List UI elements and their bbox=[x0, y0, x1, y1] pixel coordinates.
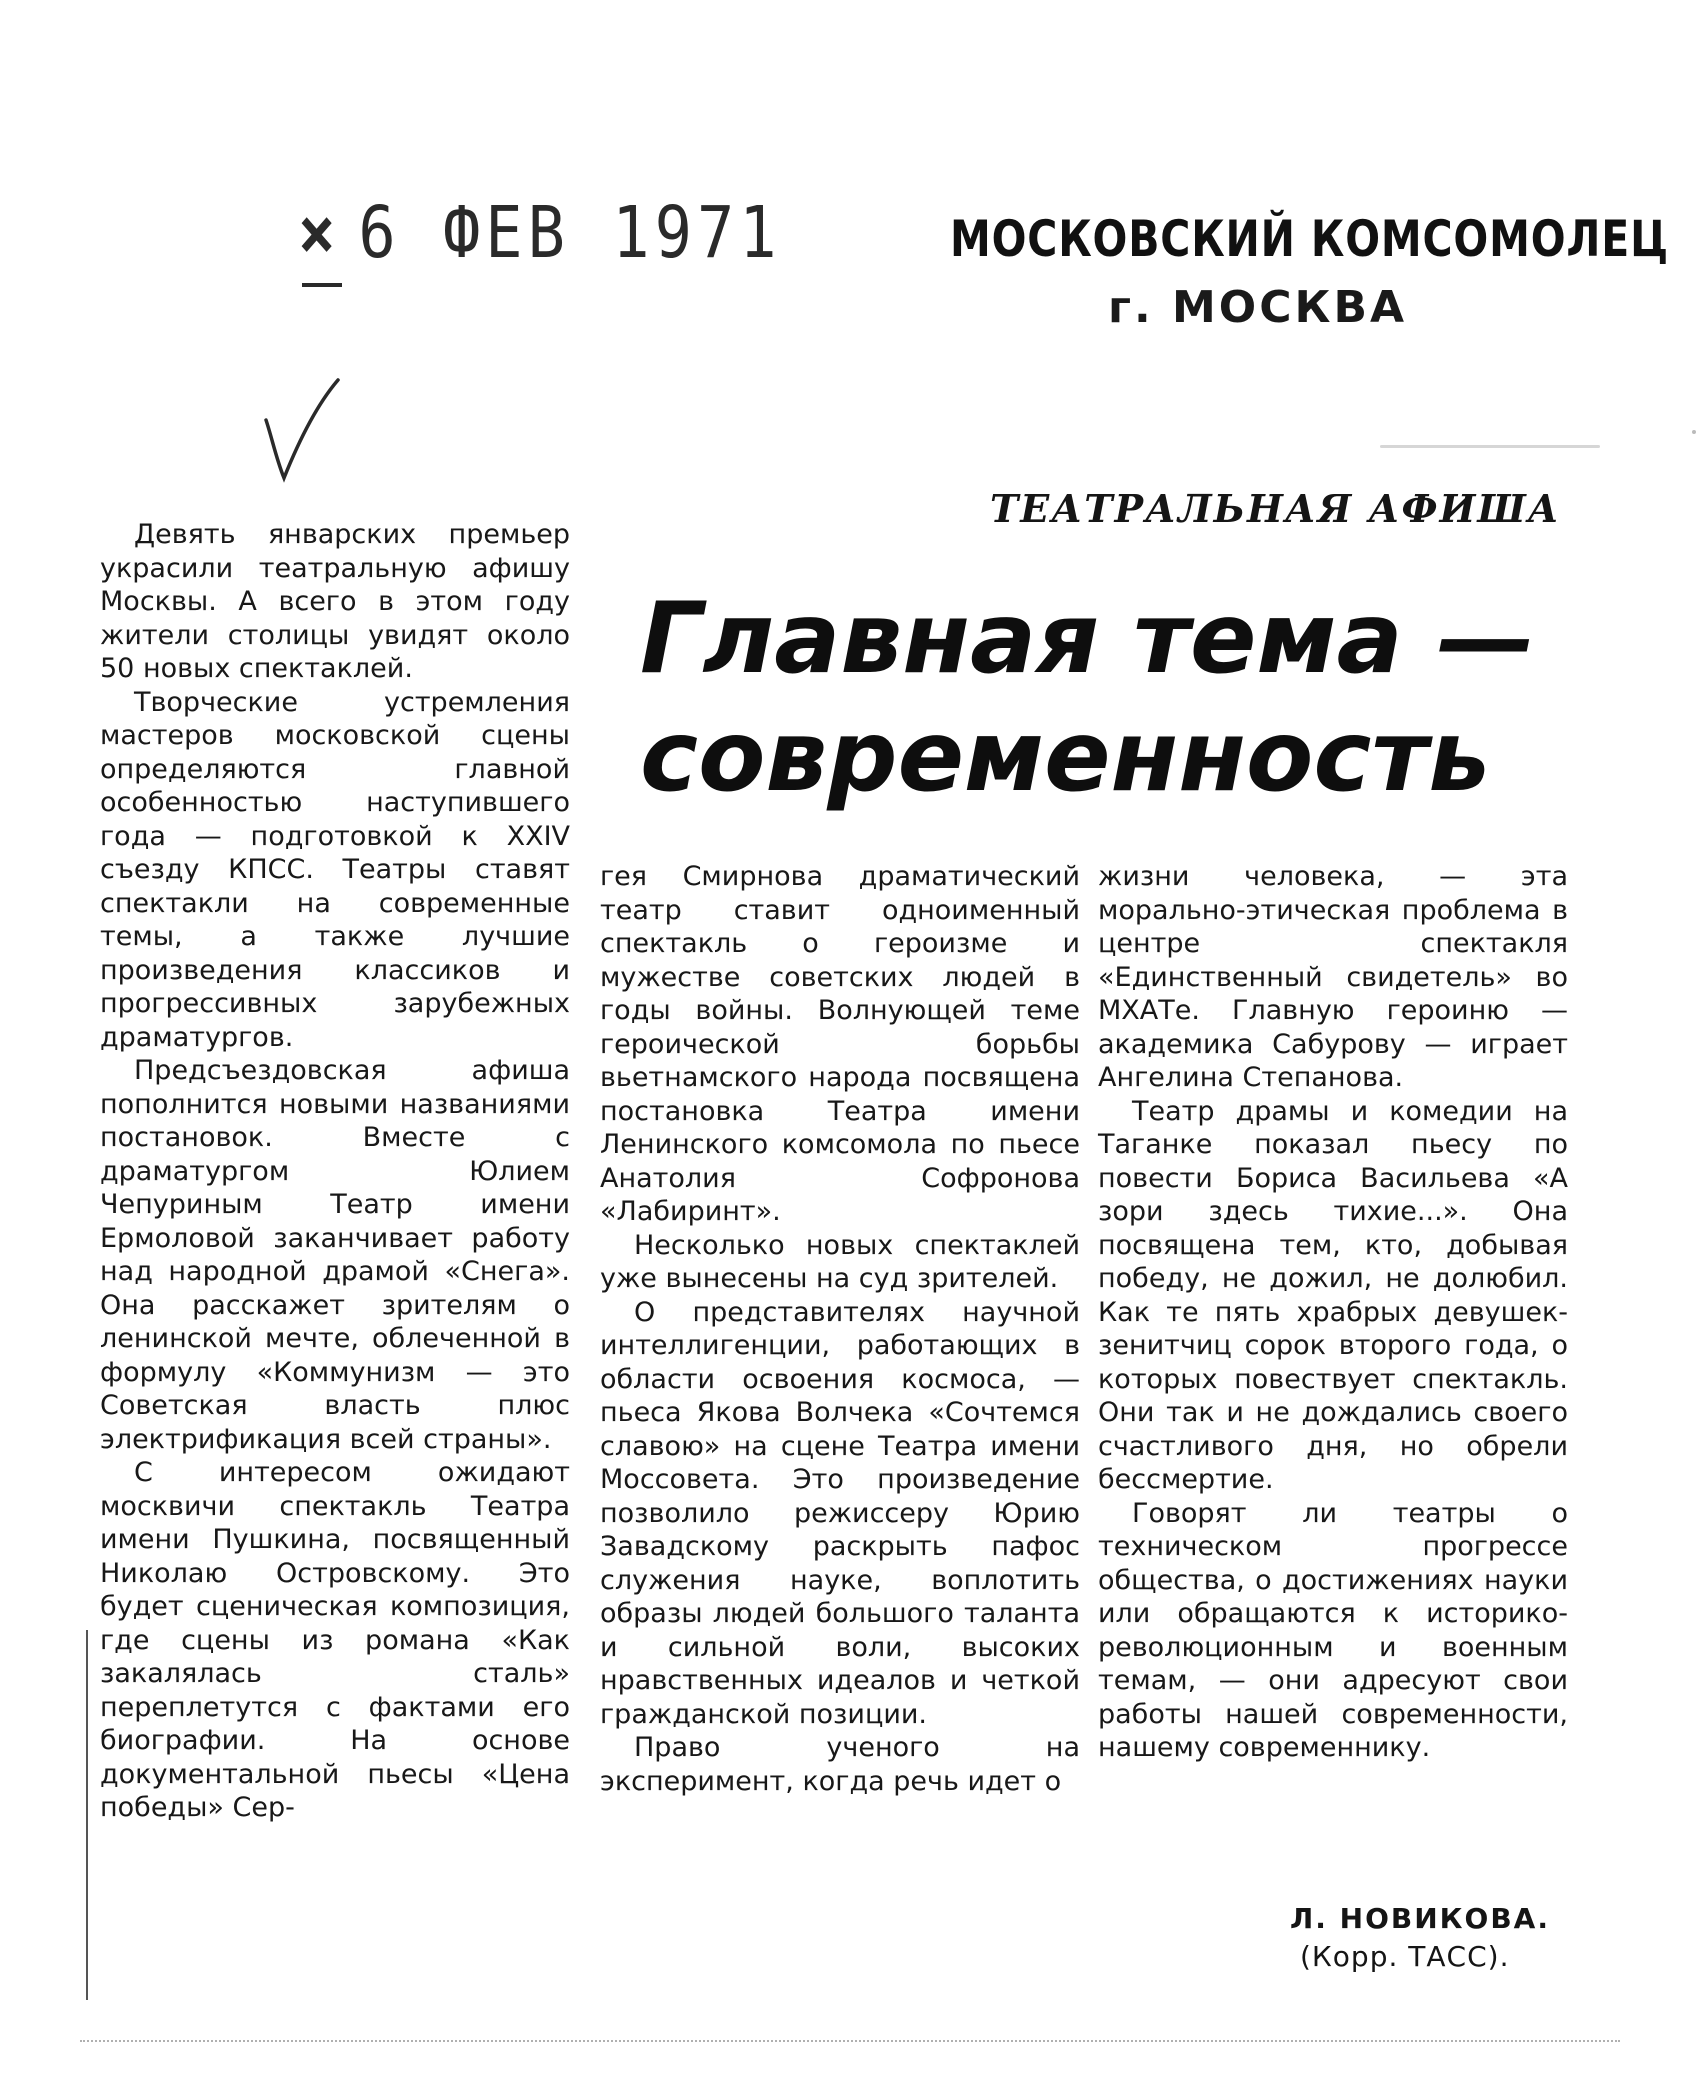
article-column-3 bbox=[1098, 860, 1568, 1765]
headline-line-2: современность bbox=[640, 700, 1491, 814]
city-stamp: г. МОСКВА bbox=[1108, 282, 1408, 333]
paragraph: Девять январских премьер украсили театральную афишу Москвы. А всего в этом году жители столицы увидят около 50 новых спектаклей. bbox=[100, 519, 570, 684]
article-column-2 bbox=[600, 860, 1080, 1798]
headline bbox=[640, 580, 1540, 816]
date-stamp-mark: × bbox=[298, 190, 341, 275]
paragraph: Театр драмы и комедии на Таганке показал пьесу по повести Бориса Васильева «А зори здесь тихие...». Она посвящена тем, кто, добывая победу, не дожил, не долюбил. Как те пять храбрых девушек-зенитчиц сорок второго года, о которых повествует спектакль. Они так и не дождались своего счастливого дня, но обрели бессмертие. bbox=[1098, 1095, 1568, 1495]
paper-speck bbox=[1380, 445, 1600, 448]
column-rule-left bbox=[86, 1630, 88, 2000]
clipping-bottom-edge bbox=[80, 2040, 1620, 2042]
paragraph: гея Смирнова драматический театр ставит одноименный спектакль о героизме и мужестве советских людей в годы войны. Волнующей теме героической борьбы вьетнамского народа посвящена постановка Театра имени Ленинского комсомола по пьесе Анатолия Софронова «Лабиринт». bbox=[600, 861, 1080, 1227]
rubric-title: ТЕАТРАЛЬНАЯ АФИША bbox=[990, 486, 1561, 531]
byline-source: (Корр. ТАСС). bbox=[1300, 1940, 1510, 1973]
paragraph: Предсъездовская афиша пополнится новыми названиями постановок. Вместе с драматургом Юлием Чепуриным Театр имени Ермоловой заканчивает работу над народной драмой «Снега». Она расскажет зрителям о ленинской мечте, облеченной в формулу «Коммунизм — это Советская власть плюс электрификация всей страны». bbox=[100, 1055, 570, 1455]
paragraph: Право ученого на эксперимент, когда речь идет о bbox=[600, 1732, 1080, 1797]
paper-speck bbox=[1692, 430, 1696, 434]
newspaper-stamp: МОСКОВСКИЙ КОМСОМОЛЕЦ bbox=[950, 210, 1669, 268]
paragraph: Творческие устремления мастеров московской сцены определяются главной особенностью наступившего года — подготовкой к XXIV съезду КПСС. Театры ставят спектакли на современные темы, а также лучшие произведения классиков и прогрессивных зарубежных драматургов. bbox=[100, 686, 570, 1053]
checkmark-icon bbox=[262, 378, 342, 488]
article-column-1 bbox=[100, 518, 570, 1825]
paragraph: Несколько новых спектаклей уже вынесены на суд зрителей. bbox=[600, 1229, 1080, 1294]
paragraph: О представителях научной интеллигенции, работающих в области освоения космоса, — пьеса Якова Волчека «Сочтемся славою» на сцене Театра имени Моссовета. Это произведение позволило режиссеру Юрию Завадскому раскрыть пафос служения науке, воплотить образы людей большого таланта и сильной воли, высоких нравственных идеалов и четкой гражданской позиции. bbox=[600, 1296, 1080, 1730]
date-stamp-text: 6 ФЕВ 1971 bbox=[358, 190, 782, 275]
date-stamp-underline bbox=[302, 283, 342, 287]
paragraph: С интересом ожидают москвичи спектакль Театра имени Пушкина, посвященный Николаю Островскому. Это будет сценическая композиция, где сцены из романа «Как закалялась сталь» переплетутся с фактами его биографии. На основе документальной пьесы «Цена победы» Сер- bbox=[100, 1457, 570, 1823]
paragraph: жизни человека, — эта морально-этическая проблема в центре спектакля «Единственный свидетель» во МХАТе. Главную героиню — академика Сабурову — играет Ангелина Степанова. bbox=[1098, 861, 1568, 1093]
headline-line-1: Главная тема — bbox=[640, 582, 1535, 696]
date-stamp bbox=[298, 191, 782, 275]
byline-author: Л. НОВИКОВА. bbox=[1290, 1902, 1550, 1935]
paragraph: Говорят ли театры о техническом прогрессе общества, о достижениях науки или обращаются к историко-революционным и военным темам, — они адресуют свои работы нашей современности, нашему современнику. bbox=[1098, 1497, 1568, 1763]
